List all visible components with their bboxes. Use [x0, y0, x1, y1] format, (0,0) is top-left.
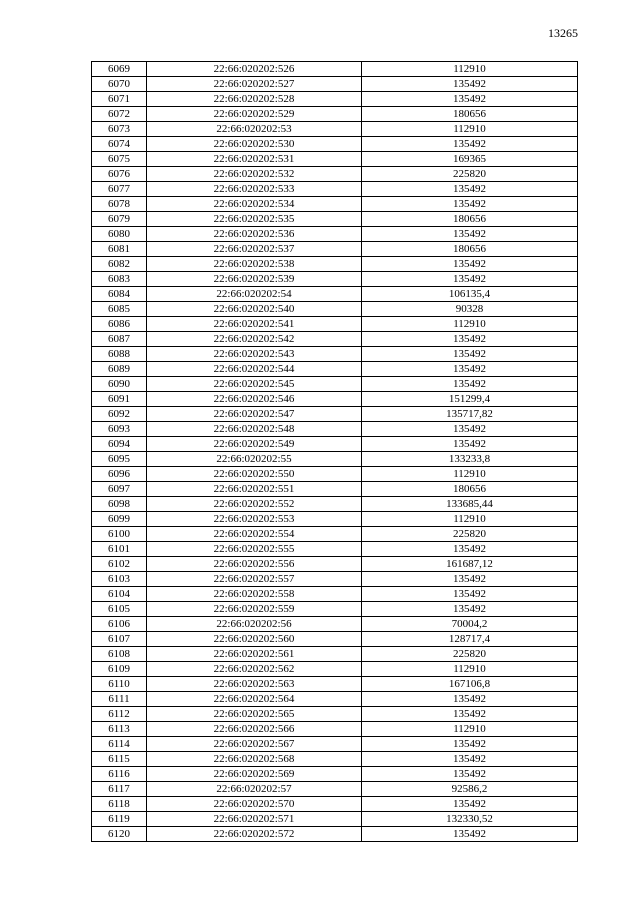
row-number-cell: 6116	[92, 767, 147, 782]
cadastral-value-cell: 132330,52	[362, 812, 578, 827]
cadastral-value-cell: 112910	[362, 512, 578, 527]
table-row	[92, 767, 578, 782]
cadastral-number-cell: 22:66:020202:538	[147, 257, 362, 272]
row-number-cell: 6075	[92, 152, 147, 167]
cadastral-number-cell: 22:66:020202:546	[147, 392, 362, 407]
cadastral-value-cell: 135492	[362, 767, 578, 782]
cadastral-value-cell: 161687,12	[362, 557, 578, 572]
row-number-cell: 6097	[92, 482, 147, 497]
cadastral-value-cell: 225820	[362, 167, 578, 182]
table-row	[92, 137, 578, 152]
row-number-cell: 6099	[92, 512, 147, 527]
table-row	[92, 167, 578, 182]
cadastral-number-cell: 22:66:020202:567	[147, 737, 362, 752]
cadastral-value-cell: 135492	[362, 137, 578, 152]
cadastral-value-cell: 180656	[362, 242, 578, 257]
cadastral-value-cell: 135492	[362, 737, 578, 752]
cadastral-number-cell: 22:66:020202:537	[147, 242, 362, 257]
cadastral-value-cell: 135492	[362, 197, 578, 212]
table-body	[92, 62, 578, 842]
cadastral-number-cell: 22:66:020202:54	[147, 287, 362, 302]
cadastral-number-cell: 22:66:020202:534	[147, 197, 362, 212]
table-row	[92, 317, 578, 332]
cadastral-value-cell: 135492	[362, 797, 578, 812]
row-number-cell: 6108	[92, 647, 147, 662]
row-number-cell: 6104	[92, 587, 147, 602]
cadastral-value-cell: 180656	[362, 212, 578, 227]
table-row	[92, 647, 578, 662]
cadastral-value-cell: 135492	[362, 587, 578, 602]
table-row	[92, 92, 578, 107]
table-row	[92, 392, 578, 407]
row-number-cell: 6073	[92, 122, 147, 137]
table-row	[92, 212, 578, 227]
table-row	[92, 722, 578, 737]
cadastral-value-cell: 92586,2	[362, 782, 578, 797]
cadastral-value-table	[91, 61, 578, 842]
cadastral-number-cell: 22:66:020202:57	[147, 782, 362, 797]
cadastral-number-cell: 22:66:020202:569	[147, 767, 362, 782]
table-row	[92, 122, 578, 137]
row-number-cell: 6079	[92, 212, 147, 227]
cadastral-value-cell: 106135,4	[362, 287, 578, 302]
cadastral-number-cell: 22:66:020202:526	[147, 62, 362, 77]
cadastral-value-cell: 90328	[362, 302, 578, 317]
cadastral-value-cell: 180656	[362, 107, 578, 122]
table-row	[92, 512, 578, 527]
row-number-cell: 6096	[92, 467, 147, 482]
cadastral-value-cell: 135492	[362, 257, 578, 272]
cadastral-number-cell: 22:66:020202:544	[147, 362, 362, 377]
row-number-cell: 6081	[92, 242, 147, 257]
cadastral-value-cell: 135492	[362, 377, 578, 392]
cadastral-value-cell: 112910	[362, 122, 578, 137]
cadastral-number-cell: 22:66:020202:554	[147, 527, 362, 542]
row-number-cell: 6078	[92, 197, 147, 212]
cadastral-number-cell: 22:66:020202:532	[147, 167, 362, 182]
row-number-cell: 6074	[92, 137, 147, 152]
cadastral-value-cell: 135492	[362, 572, 578, 587]
row-number-cell: 6072	[92, 107, 147, 122]
cadastral-number-cell: 22:66:020202:528	[147, 92, 362, 107]
row-number-cell: 6089	[92, 362, 147, 377]
cadastral-number-cell: 22:66:020202:551	[147, 482, 362, 497]
row-number-cell: 6070	[92, 77, 147, 92]
table-row	[92, 692, 578, 707]
cadastral-number-cell: 22:66:020202:539	[147, 272, 362, 287]
cadastral-value-cell: 135492	[362, 182, 578, 197]
row-number-cell: 6120	[92, 827, 147, 842]
cadastral-value-cell: 112910	[362, 467, 578, 482]
row-number-cell: 6113	[92, 722, 147, 737]
row-number-cell: 6107	[92, 632, 147, 647]
table-row	[92, 812, 578, 827]
cadastral-number-cell: 22:66:020202:566	[147, 722, 362, 737]
cadastral-value-cell: 135492	[362, 692, 578, 707]
cadastral-number-cell: 22:66:020202:545	[147, 377, 362, 392]
table-row	[92, 242, 578, 257]
cadastral-number-cell: 22:66:020202:570	[147, 797, 362, 812]
table-row	[92, 617, 578, 632]
cadastral-number-cell: 22:66:020202:529	[147, 107, 362, 122]
table-row	[92, 302, 578, 317]
row-number-cell: 6085	[92, 302, 147, 317]
cadastral-value-cell: 135492	[362, 602, 578, 617]
cadastral-number-cell: 22:66:020202:536	[147, 227, 362, 242]
table-row	[92, 497, 578, 512]
row-number-cell: 6102	[92, 557, 147, 572]
row-number-cell: 6069	[92, 62, 147, 77]
cadastral-number-cell: 22:66:020202:560	[147, 632, 362, 647]
table-row	[92, 827, 578, 842]
table-row	[92, 662, 578, 677]
table-row	[92, 77, 578, 92]
table-row	[92, 482, 578, 497]
row-number-cell: 6094	[92, 437, 147, 452]
table-row	[92, 107, 578, 122]
row-number-cell: 6112	[92, 707, 147, 722]
cadastral-value-cell: 135717,82	[362, 407, 578, 422]
cadastral-number-cell: 22:66:020202:540	[147, 302, 362, 317]
cadastral-value-cell: 151299,4	[362, 392, 578, 407]
page-number: 13265	[548, 26, 578, 40]
cadastral-number-cell: 22:66:020202:533	[147, 182, 362, 197]
cadastral-number-cell: 22:66:020202:531	[147, 152, 362, 167]
cadastral-number-cell: 22:66:020202:565	[147, 707, 362, 722]
cadastral-number-cell: 22:66:020202:563	[147, 677, 362, 692]
cadastral-number-cell: 22:66:020202:557	[147, 572, 362, 587]
row-number-cell: 6076	[92, 167, 147, 182]
cadastral-value-cell: 167106,8	[362, 677, 578, 692]
row-number-cell: 6077	[92, 182, 147, 197]
cadastral-value-cell: 135492	[362, 77, 578, 92]
cadastral-value-cell: 225820	[362, 527, 578, 542]
table-row	[92, 347, 578, 362]
row-number-cell: 6071	[92, 92, 147, 107]
row-number-cell: 6115	[92, 752, 147, 767]
row-number-cell: 6118	[92, 797, 147, 812]
cadastral-number-cell: 22:66:020202:571	[147, 812, 362, 827]
cadastral-number-cell: 22:66:020202:541	[147, 317, 362, 332]
table-row	[92, 797, 578, 812]
cadastral-value-cell: 135492	[362, 752, 578, 767]
table-row	[92, 272, 578, 287]
table-row	[92, 752, 578, 767]
cadastral-number-cell: 22:66:020202:548	[147, 422, 362, 437]
cadastral-value-cell: 135492	[362, 707, 578, 722]
table-row	[92, 602, 578, 617]
row-number-cell: 6110	[92, 677, 147, 692]
table-row	[92, 572, 578, 587]
cadastral-value-cell: 135492	[362, 422, 578, 437]
cadastral-number-cell: 22:66:020202:527	[147, 77, 362, 92]
table-row	[92, 737, 578, 752]
cadastral-value-cell: 135492	[362, 92, 578, 107]
row-number-cell: 6082	[92, 257, 147, 272]
cadastral-value-cell: 128717,4	[362, 632, 578, 647]
cadastral-number-cell: 22:66:020202:550	[147, 467, 362, 482]
cadastral-number-cell: 22:66:020202:559	[147, 602, 362, 617]
cadastral-number-cell: 22:66:020202:564	[147, 692, 362, 707]
cadastral-value-cell: 135492	[362, 542, 578, 557]
row-number-cell: 6092	[92, 407, 147, 422]
cadastral-value-cell: 135492	[362, 272, 578, 287]
table-row	[92, 632, 578, 647]
cadastral-value-cell: 133685,44	[362, 497, 578, 512]
cadastral-value-cell: 135492	[362, 227, 578, 242]
cadastral-number-cell: 22:66:020202:543	[147, 347, 362, 362]
cadastral-value-cell: 135492	[362, 347, 578, 362]
cadastral-value-cell: 180656	[362, 482, 578, 497]
row-number-cell: 6087	[92, 332, 147, 347]
row-number-cell: 6114	[92, 737, 147, 752]
row-number-cell: 6117	[92, 782, 147, 797]
cadastral-value-cell: 135492	[362, 437, 578, 452]
cadastral-value-cell: 225820	[362, 647, 578, 662]
cadastral-number-cell: 22:66:020202:55	[147, 452, 362, 467]
table-row	[92, 287, 578, 302]
table-row	[92, 557, 578, 572]
table-row	[92, 527, 578, 542]
table-row	[92, 332, 578, 347]
table-row	[92, 377, 578, 392]
table-row	[92, 587, 578, 602]
row-number-cell: 6090	[92, 377, 147, 392]
cadastral-value-cell: 169365	[362, 152, 578, 167]
cadastral-value-cell: 112910	[362, 722, 578, 737]
table-row	[92, 782, 578, 797]
row-number-cell: 6080	[92, 227, 147, 242]
cadastral-number-cell: 22:66:020202:562	[147, 662, 362, 677]
row-number-cell: 6088	[92, 347, 147, 362]
cadastral-number-cell: 22:66:020202:555	[147, 542, 362, 557]
row-number-cell: 6103	[92, 572, 147, 587]
row-number-cell: 6098	[92, 497, 147, 512]
row-number-cell: 6095	[92, 452, 147, 467]
table-row	[92, 227, 578, 242]
row-number-cell: 6086	[92, 317, 147, 332]
cadastral-value-cell: 133233,8	[362, 452, 578, 467]
table-row	[92, 422, 578, 437]
row-number-cell: 6083	[92, 272, 147, 287]
table-row	[92, 542, 578, 557]
row-number-cell: 6084	[92, 287, 147, 302]
row-number-cell: 6105	[92, 602, 147, 617]
table-row	[92, 437, 578, 452]
cadastral-number-cell: 22:66:020202:556	[147, 557, 362, 572]
table-row	[92, 677, 578, 692]
table-row	[92, 362, 578, 377]
cadastral-value-cell: 112910	[362, 662, 578, 677]
cadastral-number-cell: 22:66:020202:549	[147, 437, 362, 452]
cadastral-number-cell: 22:66:020202:561	[147, 647, 362, 662]
cadastral-value-cell: 70004,2	[362, 617, 578, 632]
cadastral-number-cell: 22:66:020202:535	[147, 212, 362, 227]
row-number-cell: 6119	[92, 812, 147, 827]
table-row	[92, 467, 578, 482]
cadastral-number-cell: 22:66:020202:558	[147, 587, 362, 602]
cadastral-number-cell: 22:66:020202:552	[147, 497, 362, 512]
cadastral-number-cell: 22:66:020202:553	[147, 512, 362, 527]
table-row	[92, 197, 578, 212]
cadastral-number-cell: 22:66:020202:56	[147, 617, 362, 632]
cadastral-value-cell: 112910	[362, 317, 578, 332]
table-row	[92, 257, 578, 272]
row-number-cell: 6101	[92, 542, 147, 557]
row-number-cell: 6111	[92, 692, 147, 707]
row-number-cell: 6100	[92, 527, 147, 542]
table-row	[92, 182, 578, 197]
cadastral-value-cell: 112910	[362, 62, 578, 77]
row-number-cell: 6093	[92, 422, 147, 437]
cadastral-number-cell: 22:66:020202:53	[147, 122, 362, 137]
row-number-cell: 6109	[92, 662, 147, 677]
cadastral-value-cell: 135492	[362, 332, 578, 347]
cadastral-number-cell: 22:66:020202:542	[147, 332, 362, 347]
cadastral-value-cell: 135492	[362, 362, 578, 377]
cadastral-value-cell: 135492	[362, 827, 578, 842]
table-row	[92, 407, 578, 422]
cadastral-number-cell: 22:66:020202:530	[147, 137, 362, 152]
table-row	[92, 152, 578, 167]
table-row	[92, 62, 578, 77]
cadastral-number-cell: 22:66:020202:572	[147, 827, 362, 842]
row-number-cell: 6106	[92, 617, 147, 632]
cadastral-number-cell: 22:66:020202:568	[147, 752, 362, 767]
table-row	[92, 452, 578, 467]
table-row	[92, 707, 578, 722]
cadastral-number-cell: 22:66:020202:547	[147, 407, 362, 422]
row-number-cell: 6091	[92, 392, 147, 407]
